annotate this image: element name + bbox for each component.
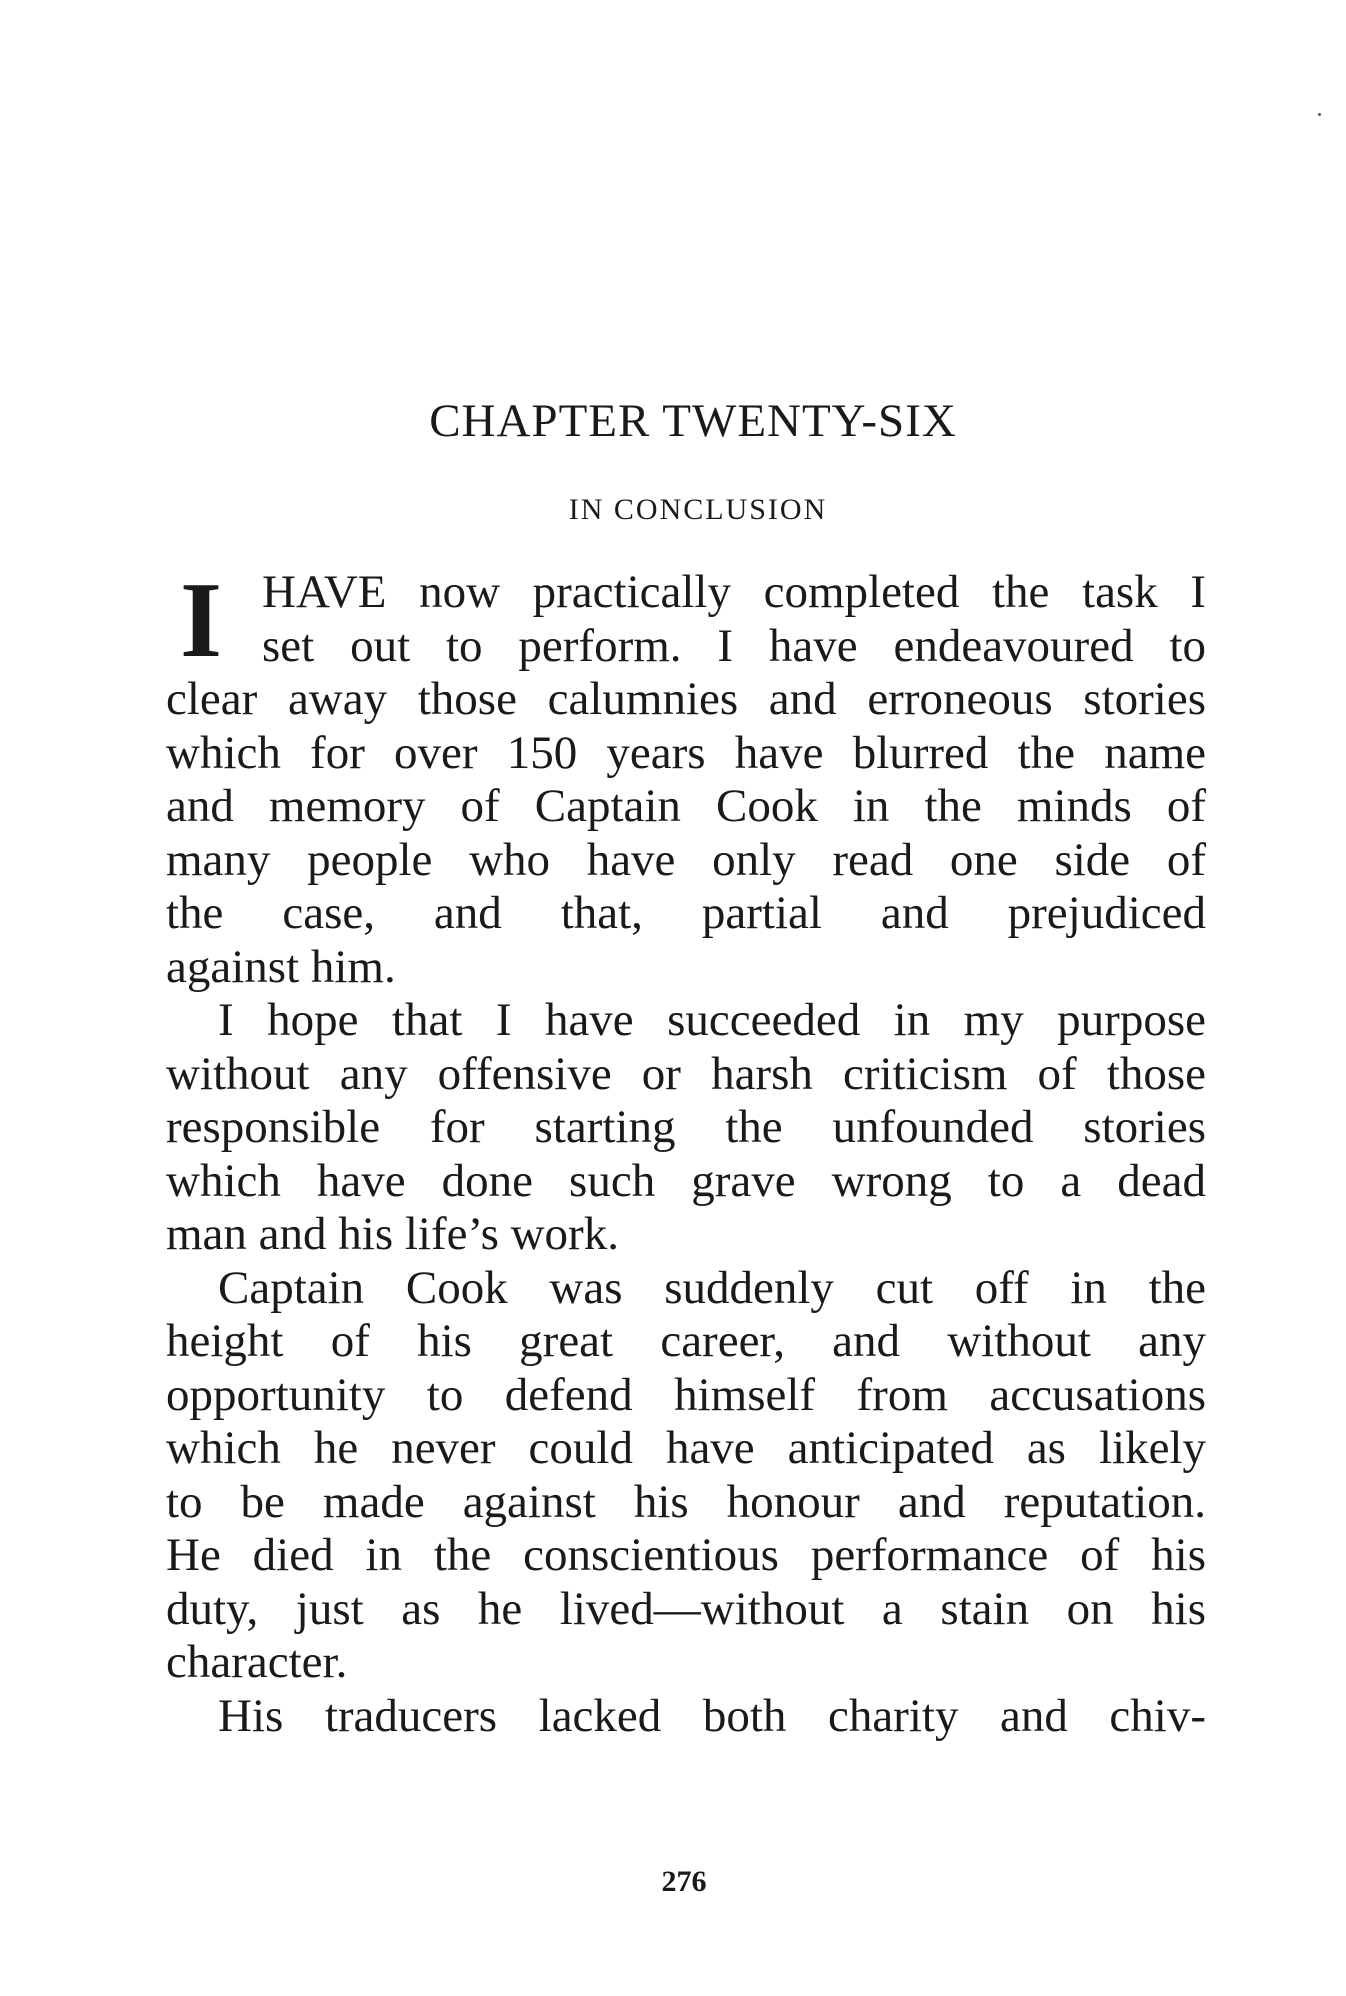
text-line: duty, just as he lived—without a stain on his: [166, 1582, 1206, 1635]
text-line: HAVE now practically completed the task I: [262, 566, 1206, 618]
print-speck: [1318, 113, 1321, 116]
text-line: clear away those calumnies and erroneous stories: [166, 673, 1206, 725]
text-line: which for over 150 years have blurred the name: [166, 726, 1206, 779]
text-line: character.: [166, 1636, 348, 1688]
text-line: I hope that I have succeeded in my purpose: [218, 994, 1206, 1046]
text-line: man and his life’s work.: [166, 1208, 619, 1260]
drop-cap: I: [180, 561, 223, 680]
text-line: the case, and that, partial and prejudiced: [166, 887, 1206, 939]
text-line: and memory of Captain Cook in the minds of: [166, 780, 1206, 832]
body-text: [166, 561, 1206, 1743]
text-line: opportunity to defend himself from accusations: [166, 1368, 1206, 1421]
text-line: which he never could have anticipated as likely: [166, 1422, 1206, 1474]
text-line: Captain Cook was suddenly cut off in the: [218, 1261, 1206, 1314]
text-line: He died in the conscientious performance of his: [166, 1529, 1206, 1581]
chapter-heading: CHAPTER TWENTY-SIX: [429, 395, 957, 447]
text-line: responsible for starting the unfounded stories: [166, 1101, 1206, 1153]
text-line: without any offensive or harsh criticism of those: [166, 1047, 1206, 1100]
page-number: 276: [661, 1865, 707, 1898]
text-line: to be made against his honour and reputation.: [166, 1475, 1206, 1528]
text-line: many people who have only read one side of: [166, 833, 1206, 886]
text-line: which have done such grave wrong to a dead: [166, 1154, 1206, 1207]
text-line: against him.: [166, 940, 396, 993]
text-line: set out to perform. I have endeavoured to: [262, 619, 1206, 672]
text-line: height of his great career, and without any: [166, 1315, 1206, 1367]
text-line: His traducers lacked both charity and chiv-: [218, 1689, 1206, 1742]
chapter-subtitle: IN CONCLUSION: [568, 493, 828, 526]
